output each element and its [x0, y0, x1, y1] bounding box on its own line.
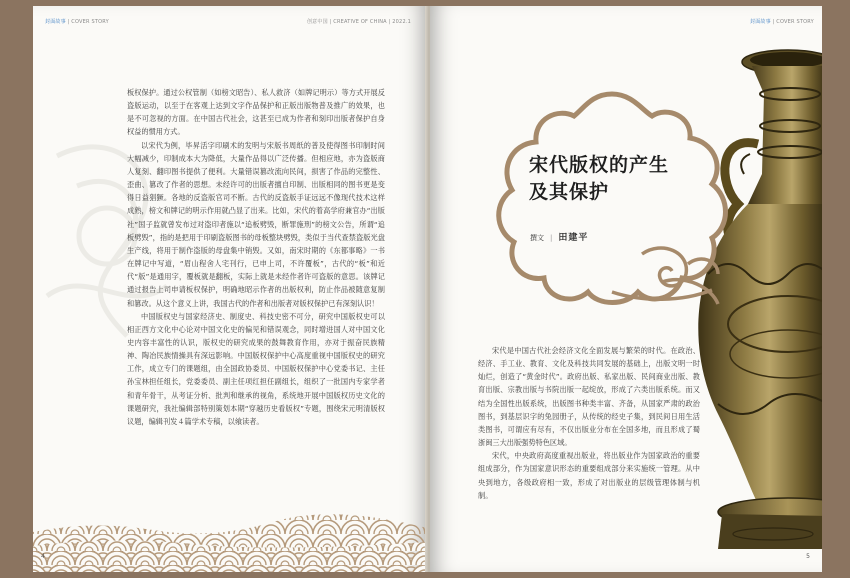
paragraph: 以宋代为例，毕昇活字印刷术的发明与宋版书周纸的普及使得图书印制时间大幅减少，印制成本大为降低，大量作品得以广泛传播。但相应地，亦为盗版商人复刻、翻印图书提供了便利。大量错误篡改流向民间，损害了作品的完整性、歪曲、篡改了作者的思想。未经许可的出版者擅自印制、出版相同的图书更是变得日益猖獗。各地的反盗版官司不断。古代的反盗版手证远远不像现代技术这样成熟，榜文和牌记的明示作用就凸显了出来。比如，宋代的着高学府兼官办“出版社”国子监就曾发布过对盗印者施以“追板劈毁，断罪施刑”的榜文公告，所谓“追板劈毁”，指的是把用于印刷盗版图书的母板整块劈毁，类似于当代查禁盗版光盘生产线，将用于制作盗版的母盘集中销毁。又如，南宋时期的《东都事略》一书在牌记中写道，“眉山程舍人宅刊行，已申上司，不许覆板”，古代的“板”和近代“版”是通用字，覆板就是翻板，实际上就是未经作者许可盗版的意思。该牌记通过报告上司申请板权保护，明确地昭示作者的出版权利，防止作品被随意复制和篡改。从这个意义上讲，我国古代的作者和出版者对版权保护已有深刻认识！ — [127, 140, 385, 308]
section-label: 封面故事 — [45, 19, 66, 25]
issue-number: 2022.1 — [392, 19, 411, 25]
section-label-en: COVER STORY — [71, 19, 109, 25]
header-separator: | — [329, 19, 332, 25]
paragraph: 中国版权史与国家经济史、制度史、科技史密不可分，研究中国版权史可以相正西方文化中心论对中国文化史的偏见和错误观念，同时增进国人对中国文化史内容丰富性的认识，版权史的研究成果的鼓舞教育作用，亦对于振奋民族精神、陶冶民族情操具有深远影响。中国版权保护中心高度重视中国版权史的研究工作，成立专门的课题组，由全国政协委员、中国版权保护中心党委书记、主任孙宝林担任组长，党委委员、副主任项红担任副组长，组织了一批国内专家学者和青年骨干，从考证分析、批判和继承的视角，系统地开展中国版权历史文化的课题研究，我社编辑部特别策划本期“穿越历史看版权”专题，围绕宋元明清版权议题，编辑刊发４篇学术专稿，以飨读者。 — [127, 311, 385, 426]
left-body-text — [127, 86, 385, 428]
article-title — [529, 152, 669, 206]
magazine-name-en: CREATIVE OF CHINA — [333, 19, 387, 25]
page-number: 4 — [41, 553, 45, 560]
header-separator: | — [772, 19, 775, 25]
article-title-line-2: 及其保护 — [529, 181, 610, 203]
right-header-section — [750, 18, 814, 25]
paragraph: 板权保护。通过公权管制（如榜文昭告）、私人救济（如牌记明示）等方式开展反盗版运动，以至于在客观上达到文字作品保护和正版出版物普及推广的效果，也是不可忽视的方面。在中国古代社会，这甚至已成为作者和刻印出版者保护自身权益的惯用方式。 — [127, 88, 385, 137]
header-separator: | — [67, 19, 70, 25]
page-number: 5 — [806, 553, 810, 560]
author-name: 田建平 — [558, 233, 589, 243]
header-separator: | — [388, 19, 391, 25]
section-label: 封面故事 — [750, 19, 771, 25]
magazine-name: 创意中国 — [306, 19, 328, 25]
author-line — [530, 230, 588, 243]
section-label-en: COVER STORY — [776, 19, 814, 25]
left-header-magazine — [307, 18, 411, 25]
wave-pattern-decoration — [33, 492, 427, 572]
right-body-text — [478, 344, 700, 502]
paragraph: 宋代，中央政府高度重视出版业，将出版业作为国家政治的重要组成部分，作为国家意识形态的重要组成部分来实施统一管理。从中央到地方，各级政府相一致，形成了对出版业的层级管理体制与机制。 — [478, 451, 700, 500]
author-label: 撰文 — [530, 234, 544, 242]
article-title-line-1: 宋代版权的产生 — [529, 154, 670, 176]
paragraph: 宋代是中国古代社会经济文化全面发展与繁荣的时代。在政治、经济、手工业、教育、文化及科技共同发展的基础上，出版文明一时灿烂，创造了“黄金时代”。政府出版、私家出版、民间商业出版、教育出版、宗教出版与书院出版一起绽放，形成了六类出版系统。而又结为全国性出版系统，出版图书种类丰富、齐备，从国家严肃的政治图书，到基层识字的兔园册子，从传统的经史子集，到民间日用生活类图书，可谓应有尽有，不仅出版业分布在全国多地，而且形成了蜀浙闽三大出版强势特色区域。 — [478, 346, 700, 448]
left-header-section — [45, 18, 109, 25]
left-page — [33, 6, 427, 572]
author-separator: | — [550, 234, 553, 242]
right-page — [430, 6, 822, 572]
